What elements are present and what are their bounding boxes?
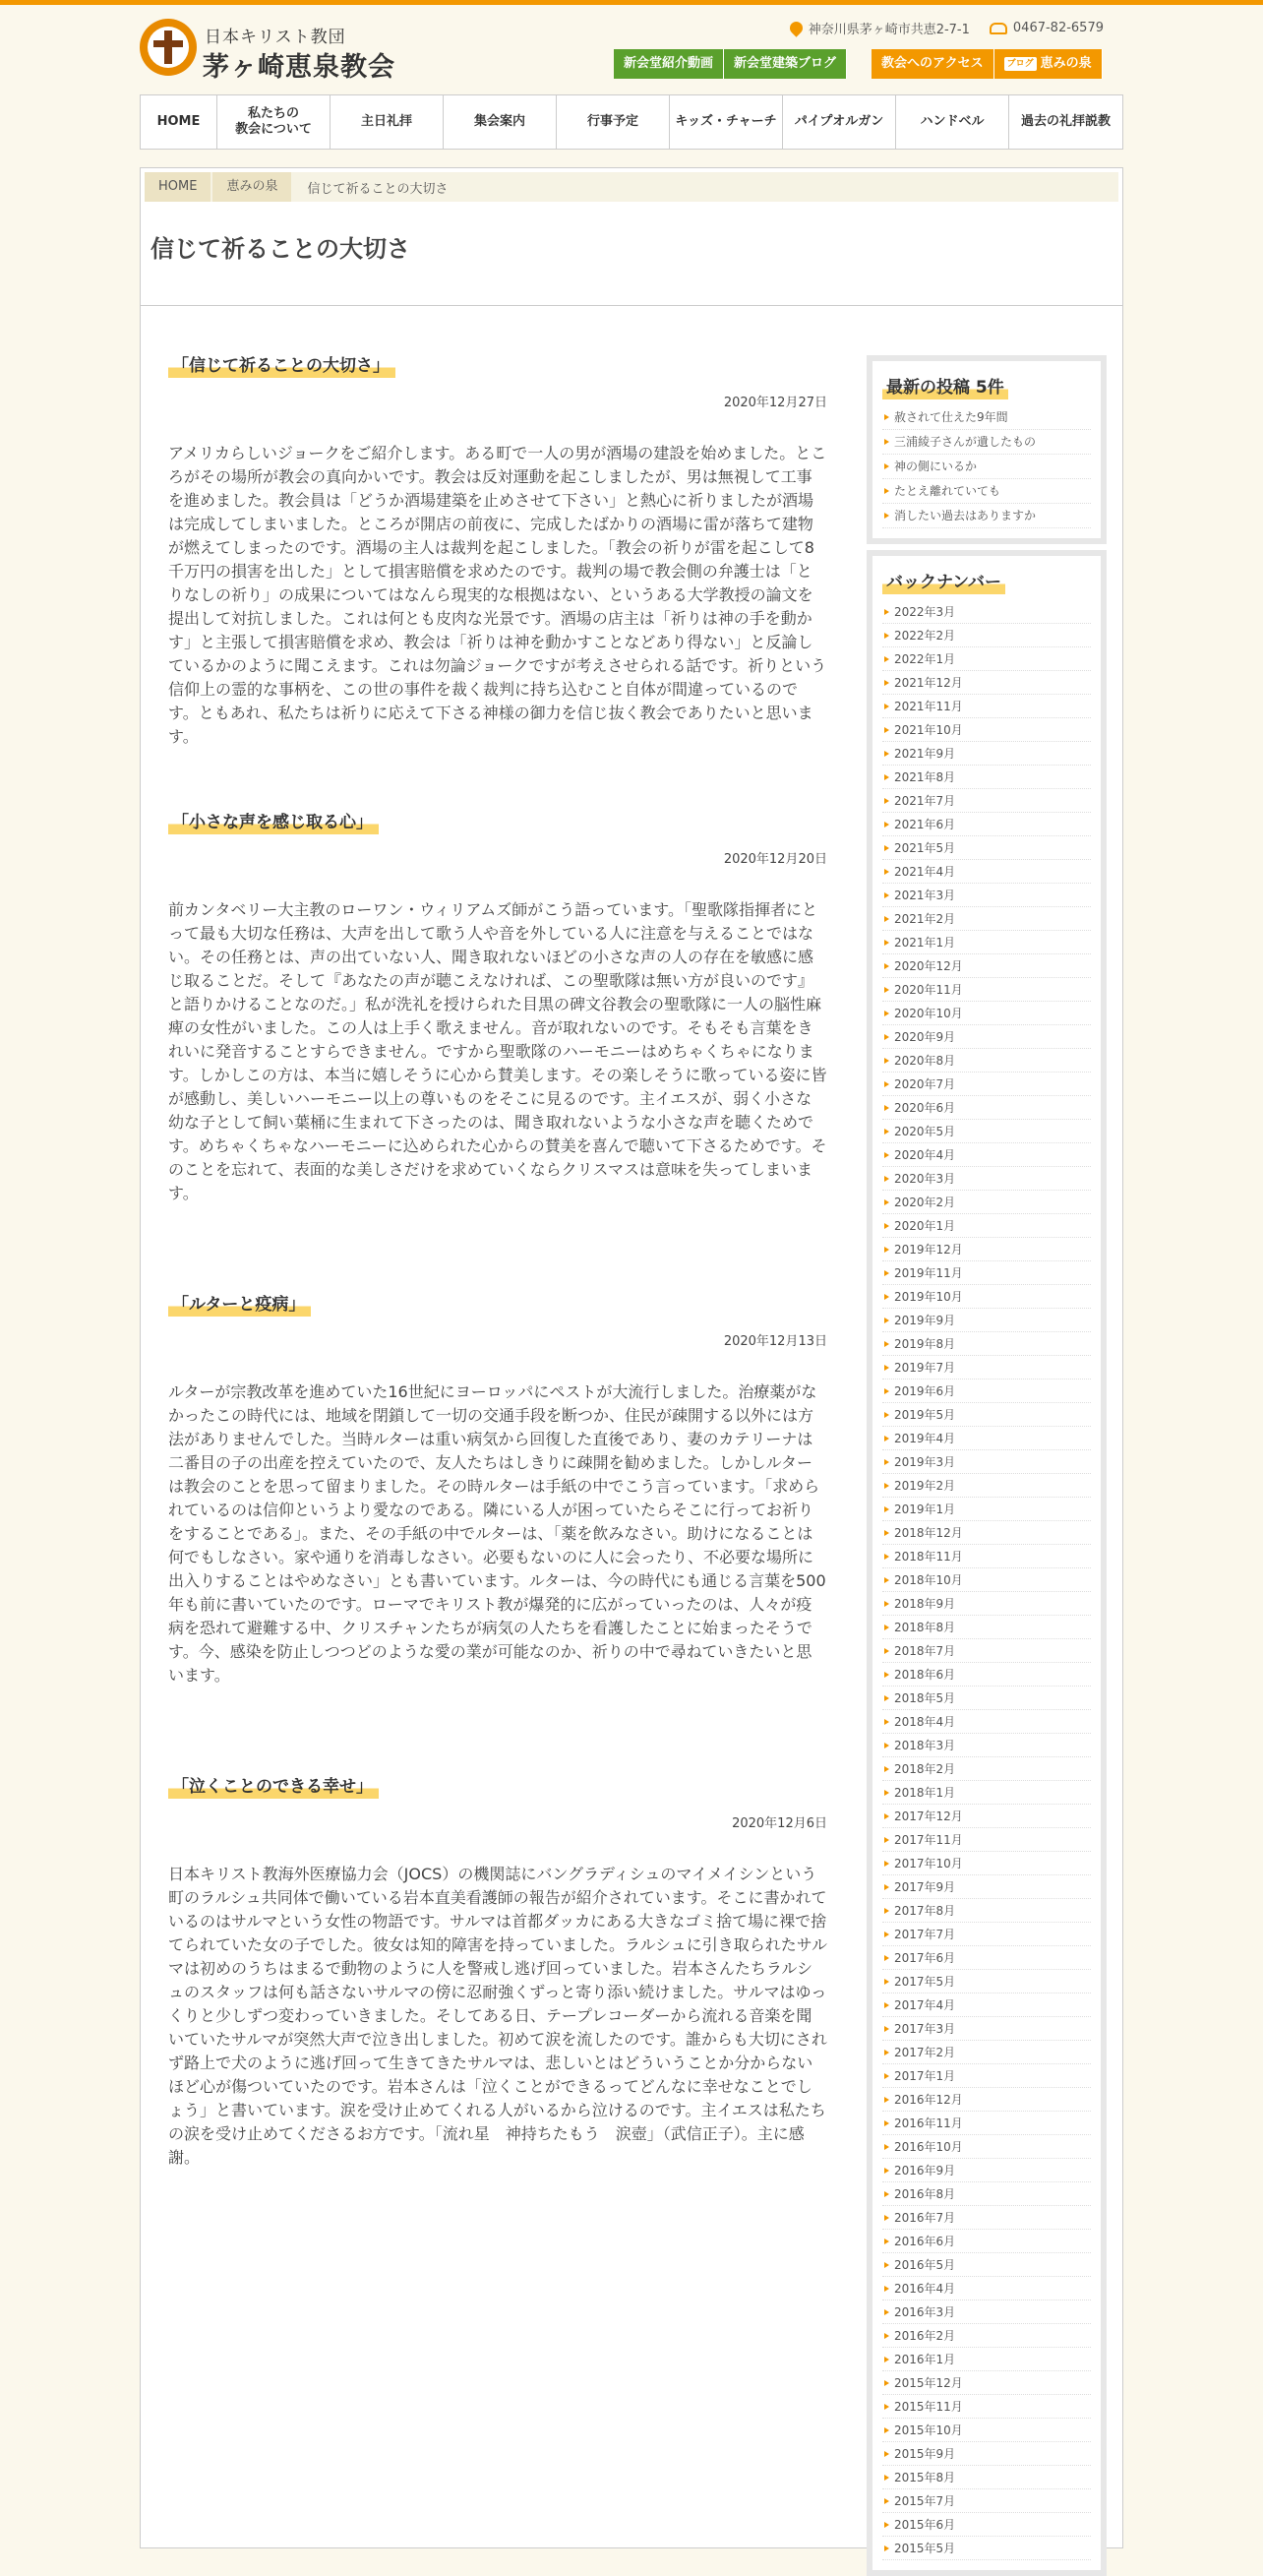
- green-button-group: [614, 49, 847, 79]
- archive-month-link[interactable]: 2016年2月: [882, 2324, 1091, 2348]
- archive-month-link[interactable]: 2015年10月: [882, 2419, 1091, 2442]
- archive-month-link[interactable]: 2019年6月: [882, 1380, 1091, 1403]
- phone-number: 0467-82-6579: [1012, 21, 1104, 35]
- archive-month-link[interactable]: 2016年7月: [882, 2206, 1091, 2230]
- nav-past-sermons[interactable]: 過去の礼拝説教: [1020, 114, 1111, 129]
- article-body: 前カンタベリー大主教のローワン・ウィリアムズ師がこう語っています。「聖歌隊指揮者にとって最も大切な任務は、大声を出して歌う人や音を外している人に注意を与えることではない。その任務とは、声の出ていない人、聞き取れないほどの小さな声の人の存在を敏感に感じ取ることだ。そして『あなたの声が聴こえなければ、この聖歌隊は無い方が良いのです』と語りかけることなのだ。」私が洗礼を授けられた目黒の碑文谷教会の聖歌隊に一人の脳性麻痺の女性がいました。この人は上手く歌えません。音が取れないのです。そもそも言葉をきれいに発音することすらできません。ですから聖歌隊のハーモニーはめちゃくちゃになります。しかしこの方は、本当に嬉しそうに心から賛美します。その楽しそうに歌っている姿に皆が感動し、美しいハーモニー以上の尊いものをそこに見るのです。主イエスが、弱く小さな幼な子として飼い葉桶に生まれて下さったのは、聞き取れないような小さな声を聴くためです。めちゃくちゃなハーモニーに込められた心からの賛美を喜んで聴いて下さるためです。そのことを忘れて、表面的な美しさだけを求めていくならクリスマスは意味を失ってしまいます。: [168, 900, 827, 1202]
- breadcrumb-current: 信じて祈ることの大切さ: [307, 181, 449, 197]
- article-body: アメリカらしいジョークをご紹介します。ある町で一人の男が酒場の建設を始めました。ところがその場所が教会の真向かいです。教会は反対運動を起こしましたが、男は無視して工事を進めました。教会員は「どうか酒場建築を止めさせて下さい」と熱心に祈りましたが酒場は完成してしまいました。ところが開店の前夜に、完成したばかりの酒場に雷が落ちて建物が燃えてしまったのです。酒場の主人は裁判を起こしました。「教会の祈りが雷を起こして8千万円の損害を出した」として損害賠償を求めたのです。裁判の場で教会側の弁護士は「とりなしの祈り」の成果についてはなんら現実的な根拠はない、というある大学教授の論文を提出して対抗しました。これは何とも皮肉な光景です。酒場の店主は「祈りは神の手を動かす」と主張して損害賠償を求め、教会は「祈りは神を動かすことなどあり得ない」と反論しているかのように聞こえます。これは勿論ジョークですが考えさせられる話です。祈りという信仰上の霊的な事柄を、この世の事件を裁く裁判に持ち込むこと自体が間違っているのです。ともあれ、私たちは祈りに応えて下さる神様の御力を信じ抜く教会でありたいと思います。: [168, 444, 827, 746]
- megumi-button-label: 恵みの泉: [1040, 56, 1092, 71]
- article: [168, 351, 827, 749]
- archive-month-link[interactable]: 2020年12月: [882, 954, 1091, 978]
- article-title: 「小さな声を感じ取る心」: [168, 808, 379, 834]
- archive-month-link[interactable]: 2019年4月: [882, 1427, 1091, 1450]
- megumi-no-izumi-button[interactable]: [994, 49, 1103, 79]
- archive-month-link[interactable]: 2019年5月: [882, 1403, 1091, 1427]
- archive-month-link[interactable]: 2021年4月: [882, 860, 1091, 884]
- archive-month-link[interactable]: 2022年2月: [882, 624, 1091, 647]
- archive-month-link[interactable]: 2021年11月: [882, 695, 1091, 718]
- breadcrumb: [145, 172, 1118, 202]
- archive-month-link[interactable]: 2016年4月: [882, 2277, 1091, 2300]
- cross-logo-icon: [140, 19, 197, 76]
- article: [168, 1772, 827, 2170]
- nav-meetings[interactable]: 集会案内: [444, 95, 557, 149]
- contact-info: [790, 19, 1104, 37]
- article-date: 2020年12月27日: [723, 396, 827, 410]
- article-body: 日本キリスト教海外医療協力会（JOCS）の機関誌にバングラディシュのマイメイシンという町のラルシュ共同体で働いている岩本直美看護師の報告が紹介されています。そこに書かれているのはサルマという女性の物語です。サルマは首都ダッカにある大きなゴミ捨て場に裸で捨てられていた女の子でした。彼女は知的障害を持っていました。ラルシュに引き取られたサルマは初めのうちはまるで動物のように人を警戒し逃げ回っていました。岩本さんたちラルシュのスタッフは何も話さないサルマの傍に忍耐強くずっと寄り添い続けました。サルマはゆっくりと少しずつ変わっていきました。そしてある日、テープレコーダーから流れる音楽を聞いていたサルマが突然大声で泣き出しました。初めて涙を流したのです。誰からも大切にされず路上で犬のように逃げ回って生きてきたサルマは、悲しいとはどういうことか分からないほど心が傷ついていたのです。岩本さんは「泣くことができるってどんなに幸せなことでしょう」と書いています。涙を受け止めてくれる人がいるから泣けるのです。主イエスは私たちの涙を受け止めてくださるお方です。「流れ星 神持ちたもう 涙壺」（武信正子）。主に感謝。: [168, 1865, 828, 2167]
- nav-kids-church[interactable]: キッズ・チャーチ: [670, 95, 783, 149]
- archive-month-link[interactable]: 2017年7月: [882, 1923, 1091, 1946]
- archive-month-link[interactable]: 2017年4月: [882, 1993, 1091, 2017]
- archive-month-link[interactable]: 2020年6月: [882, 1096, 1091, 1120]
- archive-month-link[interactable]: 2018年9月: [882, 1592, 1091, 1616]
- archive-month-link[interactable]: 2018年4月: [882, 1710, 1091, 1734]
- archive-month-link[interactable]: 2018年3月: [882, 1734, 1091, 1757]
- archive-month-link[interactable]: 2018年5月: [882, 1687, 1091, 1710]
- archive-month-link[interactable]: 2020年10月: [882, 1002, 1091, 1025]
- archive-month-link[interactable]: 2021年6月: [882, 813, 1091, 836]
- archive-month-link[interactable]: 2020年2月: [882, 1191, 1091, 1214]
- article-title: 「信じて祈ることの大切さ」: [168, 351, 395, 378]
- archive-month-link[interactable]: 2020年8月: [882, 1049, 1091, 1073]
- new-building-video-button[interactable]: 新会堂紹介動画: [614, 49, 724, 79]
- recent-post-link[interactable]: 三浦綾子さんが遺したもの: [882, 430, 1091, 455]
- archive-list: [882, 600, 1091, 2560]
- archive-month-link[interactable]: 2021年5月: [882, 836, 1091, 860]
- article: [168, 1290, 827, 1687]
- nav-about[interactable]: 私たちの 教会について: [217, 95, 331, 149]
- blog-tag: ブログ: [1004, 57, 1037, 71]
- recent-post-link[interactable]: 消したい過去はありますか: [882, 504, 1091, 528]
- archive-month-link[interactable]: 2016年1月: [882, 2348, 1091, 2371]
- archive-month-link[interactable]: 2016年8月: [882, 2182, 1091, 2206]
- archive-month-link[interactable]: 2019年9月: [882, 1309, 1091, 1332]
- archive-month-link[interactable]: 2021年2月: [882, 907, 1091, 931]
- page-title: 信じて祈ることの大切さ: [150, 235, 410, 263]
- archive-month-link[interactable]: 2016年6月: [882, 2230, 1091, 2253]
- archive-month-link[interactable]: 2021年1月: [882, 931, 1091, 954]
- archive-month-link[interactable]: 2019年1月: [882, 1498, 1091, 1521]
- archive-month-link[interactable]: 2020年11月: [882, 978, 1091, 1002]
- archive-month-link[interactable]: 2015年12月: [882, 2371, 1091, 2395]
- archive-month-link[interactable]: 2016年5月: [882, 2253, 1091, 2277]
- map-pin-icon: [787, 19, 805, 36]
- archive-month-link[interactable]: 2021年9月: [882, 742, 1091, 766]
- archive-month-link[interactable]: 2021年12月: [882, 671, 1091, 695]
- orange-button-group: [872, 49, 1103, 79]
- nav-pipe-organ[interactable]: パイプオルガン: [783, 95, 896, 149]
- archive-month-link[interactable]: 2020年5月: [882, 1120, 1091, 1143]
- archive-month-link[interactable]: 2019年2月: [882, 1474, 1091, 1498]
- archive-month-link[interactable]: 2019年10月: [882, 1285, 1091, 1309]
- phone-icon: [990, 23, 1007, 34]
- archive-month-link[interactable]: 2017年6月: [882, 1946, 1091, 1970]
- recent-post-link[interactable]: たとえ離れていても: [882, 479, 1091, 504]
- archive-widget: [867, 550, 1107, 2576]
- logo-subtitle: 日本キリスト教団: [205, 28, 346, 47]
- article-date: 2020年12月13日: [723, 1334, 827, 1349]
- archive-month-link[interactable]: 2015年8月: [882, 2466, 1091, 2489]
- archive-month-link[interactable]: 2019年11月: [882, 1261, 1091, 1285]
- archive-month-link[interactable]: 2015年9月: [882, 2442, 1091, 2466]
- archive-month-link[interactable]: 2021年10月: [882, 718, 1091, 742]
- archive-month-link[interactable]: 2018年2月: [882, 1757, 1091, 1781]
- article-body: ルターが宗教改革を進めていた16世紀にヨーロッパにペストが大流行しました。治療薬がなかったこの時代には、地域を閉鎖して一切の交通手段を断つか、住民が疎開する以外には方法がありませんでした。当時ルターは重い病気から回復した直後であり、妻のカテリーナは二番目の子の出産を控えていたので、友人たちはしきりに疎開を勧めました。しかしルターは教会のことを思って留まりました。その時ルターは手紙の中でこう言っています。「求められているのは信仰というより愛なのである。隣にいる人が困っていたらそこに行ってお祈りをすることである」。また、その手紙の中でルターは、「薬を飲みなさい。助けになることは何でもしなさい。家や通りを消毒しなさい。必要もないのに人に会ったり、不必要な場所に出入りすることはやめなさい」とも書いています。ルターは、今の時代にも通じる言葉を500年も前に書いていたのです。ローマでキリスト教が爆発的に広がっていったのは、人々が疫病を恐れて避難する中、クリスチャンたちが病気の人たちを看護したことに始まったそうです。今、感染を防止しつつどのような愛の業が可能なのか、祈りの中で尋ねていきたいと思います。: [168, 1382, 826, 1685]
- archive-month-link[interactable]: 2016年9月: [882, 2159, 1091, 2182]
- archive-month-link[interactable]: 2016年3月: [882, 2300, 1091, 2324]
- new-building-blog-button[interactable]: 新会堂建築ブログ: [724, 49, 847, 79]
- archive-month-link[interactable]: 2017年10月: [882, 1852, 1091, 1875]
- nav-home[interactable]: HOME: [141, 95, 217, 149]
- archive-month-link[interactable]: 2018年8月: [882, 1616, 1091, 1639]
- archive-month-link[interactable]: 2021年7月: [882, 789, 1091, 813]
- archive-month-link[interactable]: 2020年3月: [882, 1167, 1091, 1191]
- archive-month-link[interactable]: 2018年1月: [882, 1781, 1091, 1805]
- sidebar: [867, 355, 1107, 2576]
- breadcrumb-home[interactable]: HOME: [145, 172, 210, 202]
- archive-month-link[interactable]: 2018年6月: [882, 1663, 1091, 1687]
- article: [168, 808, 827, 1205]
- site-logo[interactable]: [140, 17, 415, 86]
- archive-month-link[interactable]: 2022年3月: [882, 600, 1091, 624]
- address-text: 神奈川県茅ヶ崎市共恵2-7-1: [808, 23, 970, 37]
- article-date: 2020年12月6日: [732, 1816, 827, 1831]
- archive-month-link[interactable]: 2018年12月: [882, 1521, 1091, 1545]
- archive-month-link[interactable]: 2016年11月: [882, 2112, 1091, 2135]
- archive-month-link[interactable]: 2017年12月: [882, 1805, 1091, 1828]
- archive-month-link[interactable]: 2017年11月: [882, 1828, 1091, 1852]
- archive-month-link[interactable]: 2019年8月: [882, 1332, 1091, 1356]
- archive-month-link[interactable]: 2017年1月: [882, 2064, 1091, 2088]
- archive-month-link[interactable]: 2016年10月: [882, 2135, 1091, 2159]
- archive-month-link[interactable]: 2020年7月: [882, 1073, 1091, 1096]
- article-title: 「泣くことのできる幸せ」: [168, 1772, 379, 1799]
- archive-month-link[interactable]: 2017年8月: [882, 1899, 1091, 1923]
- site-header: [140, 5, 1123, 92]
- main-content-box: [140, 167, 1123, 2555]
- archive-title: バックナンバー: [882, 568, 1005, 594]
- logo-church-name: 茅ヶ崎恵泉教会: [203, 52, 395, 83]
- archive-month-link[interactable]: 2015年7月: [882, 2489, 1091, 2513]
- archive-month-link[interactable]: 2016年12月: [882, 2088, 1091, 2112]
- archive-month-link[interactable]: 2021年3月: [882, 884, 1091, 907]
- archive-month-link[interactable]: 2018年7月: [882, 1639, 1091, 1663]
- access-button-label: 教会へのアクセス: [881, 56, 984, 71]
- nav-handbell[interactable]: ハンドベル: [896, 95, 1009, 149]
- archive-month-link[interactable]: 2020年9月: [882, 1025, 1091, 1049]
- nav-schedule[interactable]: 行事予定: [557, 95, 670, 149]
- archive-month-link[interactable]: 2018年11月: [882, 1545, 1091, 1568]
- archive-month-link[interactable]: 2017年9月: [882, 1875, 1091, 1899]
- archive-month-link[interactable]: 2015年5月: [882, 2537, 1091, 2560]
- archive-month-link[interactable]: 2020年4月: [882, 1143, 1091, 1167]
- archive-month-link[interactable]: 2017年5月: [882, 1970, 1091, 1993]
- archive-month-link[interactable]: 2019年3月: [882, 1450, 1091, 1474]
- article-title: 「ルターと疫病」: [168, 1290, 311, 1317]
- archive-month-link[interactable]: 2020年1月: [882, 1214, 1091, 1238]
- archive-month-link[interactable]: 2018年10月: [882, 1568, 1091, 1592]
- article-date: 2020年12月20日: [723, 852, 827, 867]
- breadcrumb-megumi[interactable]: 恵みの泉: [212, 172, 291, 202]
- archive-month-link[interactable]: 2017年3月: [882, 2017, 1091, 2041]
- recent-post-link[interactable]: 赦されて仕えた9年間: [882, 405, 1091, 430]
- nav-sunday-worship[interactable]: 主日礼拝: [331, 95, 444, 149]
- archive-month-link[interactable]: 2019年7月: [882, 1356, 1091, 1380]
- global-nav: [140, 94, 1123, 150]
- recent-posts-widget: [867, 355, 1107, 544]
- recent-posts-title: 最新の投稿 5件: [882, 373, 1008, 399]
- archive-month-link[interactable]: 2015年11月: [882, 2395, 1091, 2419]
- recent-posts-list: [882, 405, 1091, 528]
- archive-month-link[interactable]: 2015年6月: [882, 2513, 1091, 2537]
- recent-post-link[interactable]: 神の側にいるか: [882, 455, 1091, 479]
- archive-month-link[interactable]: 2022年1月: [882, 647, 1091, 671]
- archive-month-link[interactable]: 2021年8月: [882, 766, 1091, 789]
- archive-month-link[interactable]: 2019年12月: [882, 1238, 1091, 1261]
- divider: [141, 305, 1122, 306]
- archive-month-link[interactable]: 2017年2月: [882, 2041, 1091, 2064]
- access-button[interactable]: [872, 49, 994, 79]
